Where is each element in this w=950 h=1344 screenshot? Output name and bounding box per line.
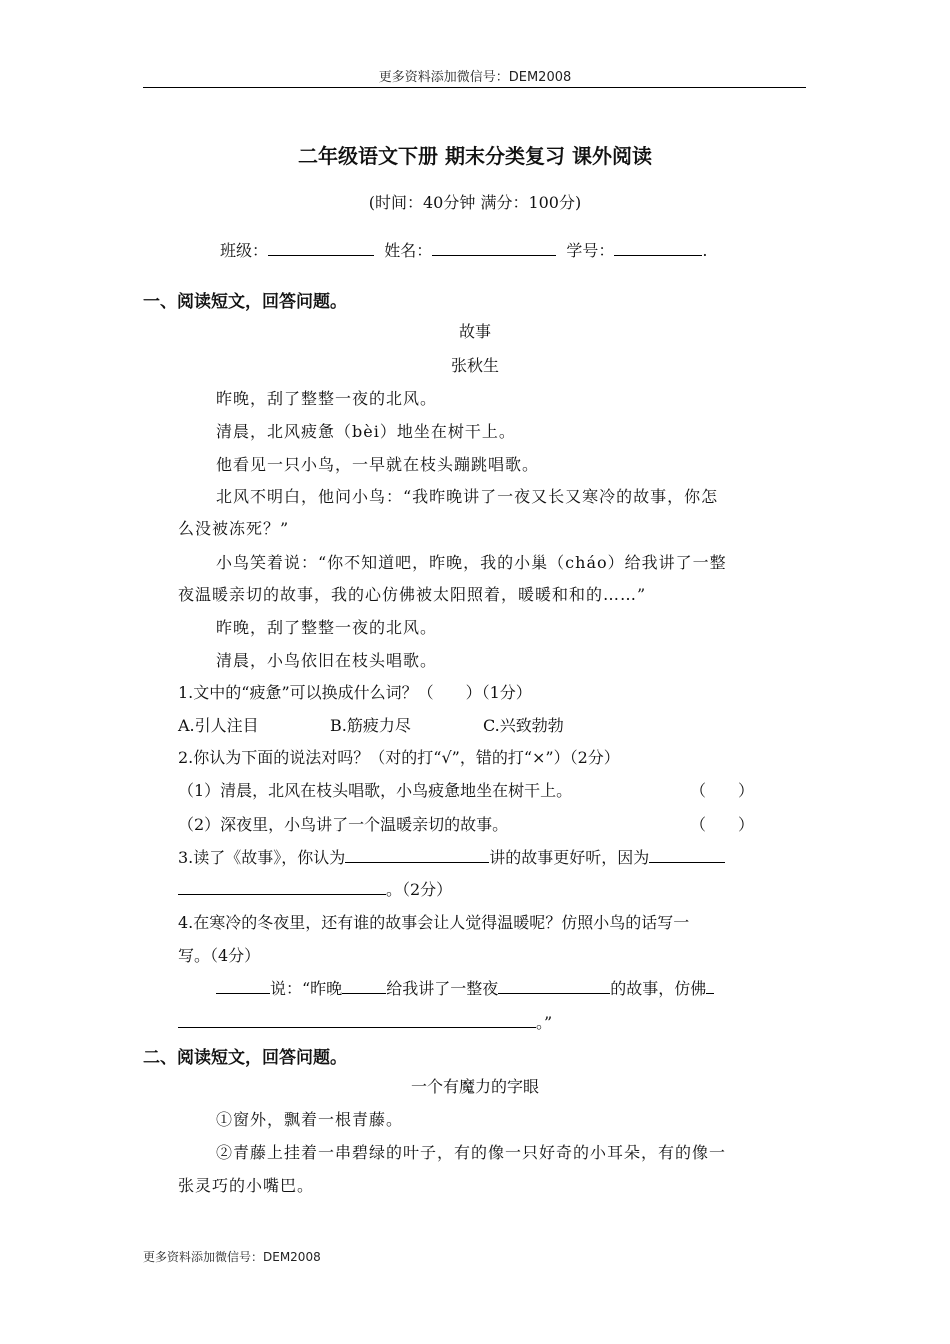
page-title: 二年级语文下册 期末分类复习 课外阅读 xyxy=(298,144,652,168)
question-3 xyxy=(178,845,725,868)
q3-blank-2[interactable] xyxy=(649,846,725,863)
question-4-cont: 写。（4分） xyxy=(178,946,261,965)
id-blank[interactable] xyxy=(614,239,702,256)
q3-text-b: 讲的故事更好听，因为 xyxy=(489,848,650,867)
student-info xyxy=(220,238,707,261)
story-2-paragraph: ②青藤上挂着一串碧绿的叶子，有的像一只好奇的小耳朵，有的像一 xyxy=(216,1143,727,1162)
q4-text-3: 的故事，仿佛 xyxy=(610,979,707,998)
story-paragraph: 小鸟笑着说：“你不知道吧，昨晚，我的小巢（cháo）给我讲了一整 xyxy=(216,553,727,572)
story-paragraph: 夜温暖亲切的故事，我的心仿佛被太阳照着，暖暖和和的……” xyxy=(178,585,647,604)
q4-blank-3[interactable] xyxy=(498,977,610,994)
story-2-title: 一个有魔力的字眼 xyxy=(410,1077,539,1096)
header-rule xyxy=(143,87,806,88)
section-2-heading: 二、阅读短文，回答问题。 xyxy=(143,1048,347,1068)
q4-blank-5[interactable] xyxy=(178,1011,536,1028)
question-1: 1.文中的“疲惫”可以换成什么词？（ ）（1分） xyxy=(178,683,532,702)
story-2-paragraph: ①窗外，飘着一根青藤。 xyxy=(216,1110,404,1129)
story-paragraph: 北风不明白，他问小鸟：“我昨晚讲了一夜又长又寒冷的故事，你怎 xyxy=(216,487,719,506)
question-3-cont xyxy=(178,877,452,900)
info-end: . xyxy=(702,241,708,260)
story-2-paragraph: 张灵巧的小嘴巴。 xyxy=(178,1176,315,1195)
q1-option-a[interactable]: A.引人注目 xyxy=(178,716,259,735)
q4-text-1: 说：“昨晚 xyxy=(270,979,343,998)
story-paragraph: 么没被冻死？” xyxy=(178,519,290,538)
story-paragraph: 他看见一只小鸟，一早就在枝头蹦跳唱歌。 xyxy=(216,455,540,474)
exam-meta: (时间：40分钟 满分：100分) xyxy=(368,193,582,212)
q3-end: 。（2分） xyxy=(386,880,453,899)
page-footer: 更多资料添加微信号：DEM2008 xyxy=(143,1250,321,1264)
q1-option-c[interactable]: C.兴致勃勃 xyxy=(483,716,564,735)
q3-blank-1[interactable] xyxy=(345,846,489,863)
q4-blank-2[interactable] xyxy=(342,977,386,994)
class-blank[interactable] xyxy=(268,239,374,256)
q4-sentence-cont xyxy=(178,1010,552,1033)
name-blank[interactable] xyxy=(432,239,556,256)
story-paragraph: 清晨，小鸟依旧在枝头唱歌。 xyxy=(216,651,438,670)
q2-item-2-answer[interactable]: （ ） xyxy=(690,815,755,834)
q4-blank-4[interactable] xyxy=(706,977,714,994)
page-header: 更多资料添加微信号：DEM2008 xyxy=(378,70,572,85)
q3-text-a: 3.读了《故事》，你认为 xyxy=(178,848,346,867)
id-label: 学号： xyxy=(566,241,615,260)
section-1-heading: 一、阅读短文，回答问题。 xyxy=(143,292,347,312)
q2-item-1: （1）清晨，北风在枝头唱歌，小鸟疲惫地坐在树干上。 xyxy=(178,781,573,800)
q4-end: 。” xyxy=(536,1013,553,1032)
story-title: 故事 xyxy=(458,322,491,341)
class-label: 班级： xyxy=(220,241,269,260)
q4-text-2: 给我讲了一整夜 xyxy=(386,979,499,998)
story-paragraph: 昨晚，刮了整整一夜的北风。 xyxy=(216,618,438,637)
q2-item-2: （2）深夜里，小鸟讲了一个温暖亲切的故事。 xyxy=(178,815,509,834)
q4-blank-1[interactable] xyxy=(216,977,270,994)
q3-blank-3[interactable] xyxy=(178,878,386,895)
story-author: 张秋生 xyxy=(450,356,499,375)
question-2: 2.你认为下面的说法对吗？（对的打“√”，错的打“×”）（2分） xyxy=(178,748,620,767)
name-label: 姓名： xyxy=(384,241,433,260)
q2-item-1-answer[interactable]: （ ） xyxy=(690,781,755,800)
question-4: 4.在寒冷的冬夜里，还有谁的故事会让人觉得温暖呢？仿照小鸟的话写一 xyxy=(178,913,690,932)
q1-option-b[interactable]: B.筋疲力尽 xyxy=(330,716,411,735)
story-paragraph: 昨晚，刮了整整一夜的北风。 xyxy=(216,389,438,408)
q4-sentence xyxy=(216,976,714,999)
story-paragraph: 清晨，北风疲惫（bèi）地坐在树干上。 xyxy=(216,422,516,441)
